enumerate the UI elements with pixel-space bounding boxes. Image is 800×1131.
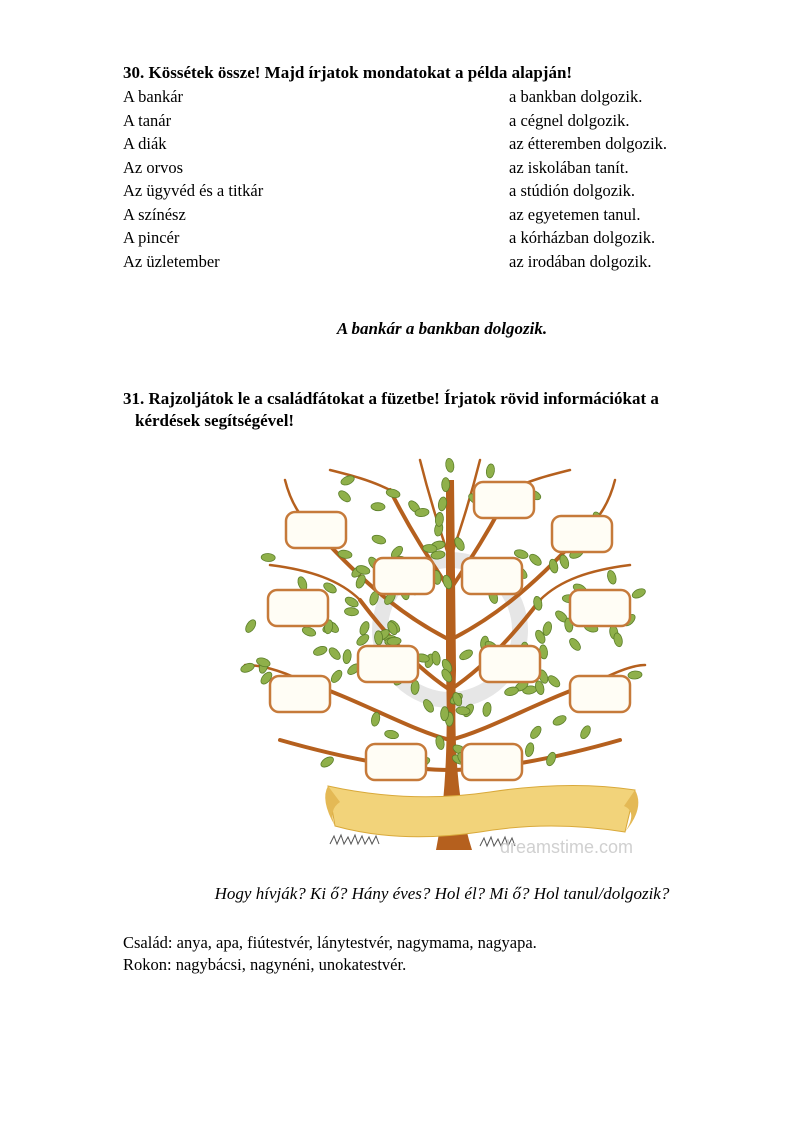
leaf (606, 569, 618, 585)
leaf (358, 620, 371, 636)
leaf (384, 729, 399, 740)
exercise-30-title: 30. Kössétek össze! Majd írjatok mondatokat a példa alapján! (123, 63, 573, 82)
leaf (342, 649, 352, 664)
leaf (344, 607, 359, 616)
family-vocabulary: Család: anya, apa, fiútestvér, lánytestvér, nagymama, nagyapa. (123, 933, 537, 952)
leaf (371, 534, 387, 546)
leaf (453, 536, 466, 552)
family-tree-svg (240, 440, 650, 860)
leaf (261, 553, 275, 562)
empty-name-frame (552, 516, 612, 552)
leaf (374, 631, 383, 645)
empty-name-frame (474, 482, 534, 518)
matching-row (123, 226, 723, 250)
leaf (440, 707, 448, 721)
matching-row (123, 250, 723, 274)
tree-banner (328, 785, 635, 836)
matching-left-item: A bankár (123, 87, 184, 106)
matching-left-item: A pincér (123, 228, 180, 247)
matching-left-item: Az ügyvéd és a titkár (123, 181, 264, 200)
leaf (445, 458, 455, 473)
leaf (240, 662, 255, 674)
empty-name-frame (462, 558, 522, 594)
leaf (579, 724, 593, 740)
grass-left (330, 835, 379, 844)
empty-name-frame (286, 512, 346, 548)
empty-name-frame (374, 558, 434, 594)
matching-right-item: az iskolában tanít. (509, 157, 629, 177)
matching-right-item: az irodában dolgozik. (509, 251, 652, 271)
leaf (329, 668, 344, 684)
matching-right-item: az étteremben dolgozik. (509, 134, 668, 153)
matching-left-item: A diák (123, 134, 167, 153)
exercise-31-title (123, 388, 761, 432)
leaf (312, 645, 328, 657)
matching-right-item: a bankban dolgozik. (509, 87, 643, 106)
leaf (528, 724, 543, 740)
leaf (337, 489, 353, 504)
leaf (528, 552, 544, 567)
empty-name-frame (480, 646, 540, 682)
relatives-vocabulary: Rokon: nagybácsi, nagynéni, unokatestvér. (123, 955, 407, 974)
matching-row (123, 179, 723, 203)
leaf (370, 712, 381, 727)
empty-name-frame (570, 590, 630, 626)
empty-name-frame (462, 744, 522, 780)
leaf (545, 751, 557, 767)
matching-left-item: Az üzletember (123, 251, 220, 271)
exercise-31-title-line1: 31. Rajzoljátok le a családfátokat a füzetbe! Írjatok rövid információkat a (123, 389, 659, 408)
matching-right-item: az egyetemen tanul. (509, 204, 641, 224)
empty-name-frame (570, 676, 630, 712)
matching-right-item: a kórházban dolgozik. (509, 228, 656, 247)
leaf (567, 636, 582, 652)
empty-name-frame (270, 676, 330, 712)
empty-name-frame (268, 590, 328, 626)
matching-row (123, 156, 723, 180)
leaf (458, 648, 474, 662)
leaf (628, 670, 643, 679)
leaf (524, 742, 535, 757)
matching-list (123, 85, 723, 273)
leaf (327, 646, 342, 662)
matching-right-item: a cégnel dolgozik. (509, 110, 630, 130)
matching-row (123, 132, 723, 156)
tree-branch (330, 470, 390, 490)
leaf (319, 755, 335, 769)
matching-left-item: A tanár (123, 110, 172, 130)
watermark-text: dreamstime.com (500, 837, 634, 857)
leaf (552, 714, 568, 727)
leaf (482, 702, 492, 717)
matching-row (123, 109, 723, 133)
matching-right-item: a stúdión dolgozik. (509, 181, 636, 200)
exercise-31-title-line2: kérdések segítségével! (135, 411, 295, 430)
matching-left-item: A színész (123, 204, 186, 224)
empty-name-frame (358, 646, 418, 682)
matching-row (123, 85, 723, 109)
leaf (244, 618, 258, 634)
leaf (546, 674, 562, 689)
leaf (485, 463, 495, 478)
vocabulary-block (123, 932, 537, 976)
leaf (442, 478, 450, 492)
empty-name-frame (366, 744, 426, 780)
matching-row (123, 203, 723, 227)
leaf (371, 502, 385, 510)
family-tree-illustration (240, 440, 650, 860)
matching-left-item: Az orvos (123, 157, 184, 177)
leaf (631, 587, 647, 600)
guiding-questions: Hogy hívják? Ki ő? Hány éves? Hol él? Mi ő? Hol tanul/dolgozik? (214, 884, 670, 903)
example-sentence: A bankár a bankban dolgozik. (336, 319, 548, 338)
